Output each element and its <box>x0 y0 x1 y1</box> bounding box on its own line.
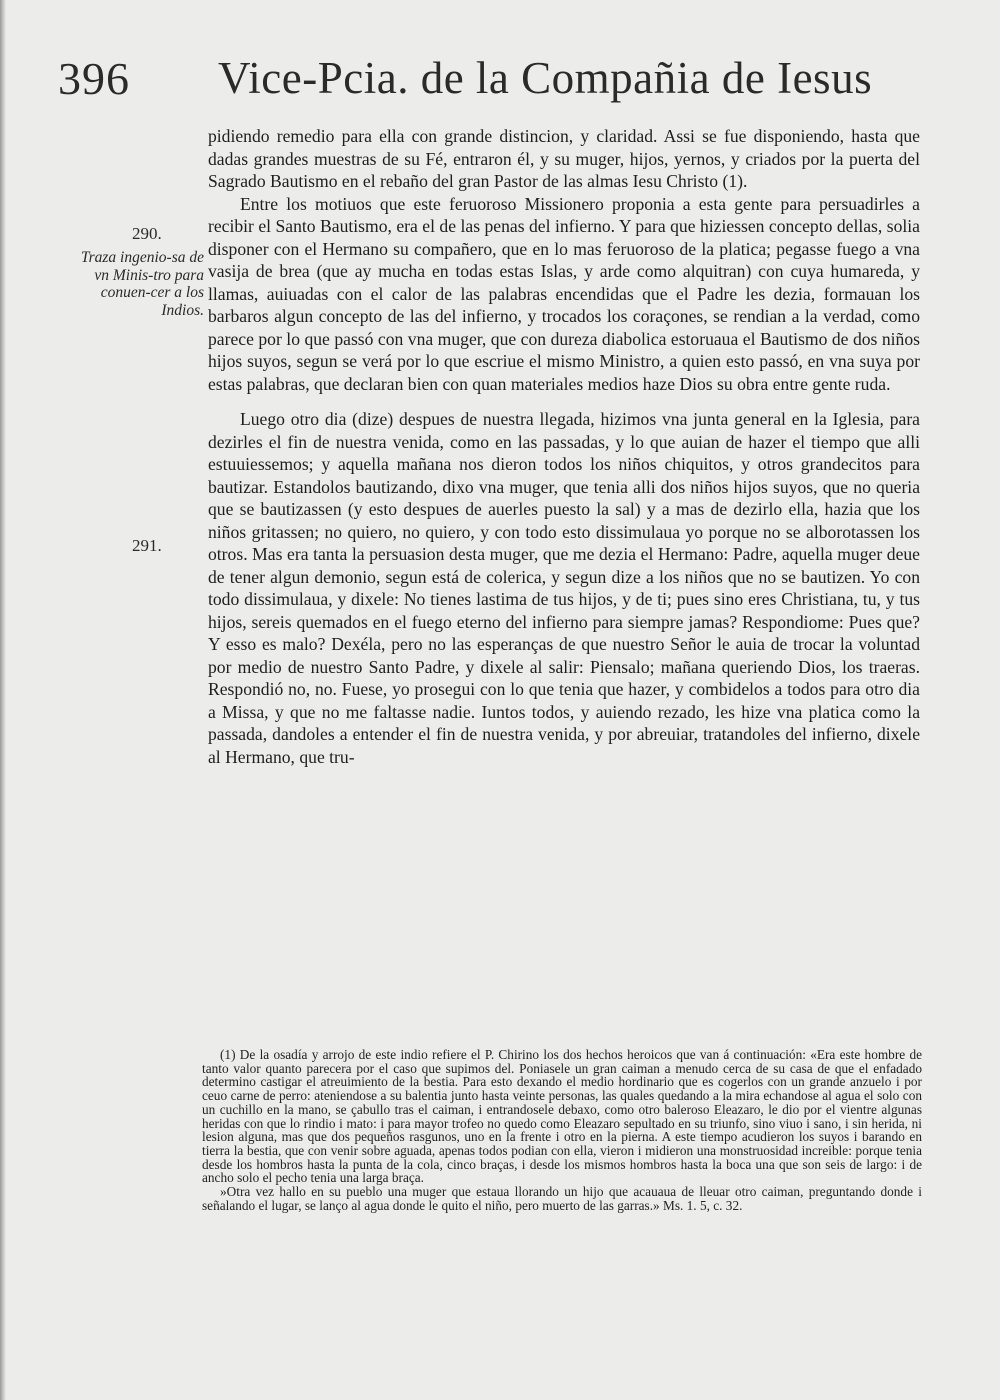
running-title: Vice-Pcia. de la Compañia de Iesus <box>218 53 873 103</box>
footnotes <box>202 1048 922 1212</box>
margin-section-number-291: 291. <box>132 536 162 555</box>
paragraph-291: Luego otro dia (dize) despues de nuestra llegada, hizimos vna junta general en la Iglesia, para dezirles el fin de nuestra venida, como en las passadas, y lo que auian de hazer el tiempo que alli estuuiessemos; y aquella mañana nos dieron todos los niños chiquitos, y otros grandecitos para bautizar. Estandolos bautizando, dixo vna muger, que tenia alli dos niños hijos suyos, que no queria que se bautizassen (y esto despues de auerles puesto la sal) y a mas de dezirlo ella, hazia que los niños gritassen; no quiero, no quiero, y con todo esto dissimulaua yo porque no se alborotassen los otros. Mas era tanta la persuasion desta muger, que me dezia el Hermano: Padre, aquella muger deue de tener algun demonio, segun está de colerica, y segun dize a los niños que no se bautizen. Yo con todo dissimulaua, y dixele: No tienes lastima de tus hijos, y de ti; pues sino eres Christiana, tu, y tus hijos, sereis quemados en el fuego eterno del infierno para siempre jamas? Respondiome: Pues que? Y esso es malo? Dexéla, pero no las esperanças de que nuestro Señor le auia de trocar la voluntad por medio de nuestro Santo Padre, y dixele al salir: Piensalo; mañana queriendo Dios, los traeras. Respondió no, no. Fuese, yo prosegui con lo que tenia que hazer, y combidelos a todos para otro dia a Missa, y que no me faltasse nadie. Iuntos todos, y auiendo rezado, les hize vna platica como la passada, dandoles a entender el fin de nuestra venida, y por abreuiar, tratandoles del infierno, dixele al Hermano, que tru- <box>208 409 920 767</box>
footnote-1-continuation: »Otra vez hallo en su pueblo una muger que estaua llorando un hijo que acauaua de lleuar otro caiman, preguntando donde i señalando el lugar, se lanço al agua donde le quito el niño, pero muerto de las garras.» Ms. 1. 5, c. 32. <box>202 1184 922 1213</box>
page-number: 396 <box>58 53 130 104</box>
paragraph-290: Entre los motiuos que este feruoroso Missionero proponia a esta gente para persuadirles a recibir el Santo Bautismo, era el de las penas del infierno. Y para que hiziessen concepto dellas, solia disponer con el Hermano su compañero, que en lo mas feruoroso de la platica; pegasse fuego a vna vasija de brea (que ay mucha en todas estas Islas, y arde como alquitran) con cuya humareda, y llamas, auiuadas con el calor de las palabras encendidas que el Padre les dezia, formauan los barbaros algun concepto de las del infierno, y trocados los coraçones, se rendian a la verdad, como parece por lo que passó con vna muger, que con dureza diabolica estoruaua el Bautismo de dos niños hijos suyos, segun se verá por lo que escriue el mismo Ministro, a quien esto passó, en vna suya por estas palabras, que declaran bien con quan materiales medios haze Dios su obra entre gente ruda. <box>208 193 920 394</box>
margin-note-290: Traza ingenio-sa de vn Minis-tro para conuen-cer a los Indios. <box>80 249 204 319</box>
page-edge-shadow <box>0 0 6 1400</box>
margin-section-number-290: 290. <box>132 224 162 243</box>
main-text <box>208 125 920 768</box>
paragraph-continuation: pidiendo remedio para ella con grande distincion, y claridad. Assi se fue disponiendo, hasta que dadas grandes muestras de su Fé, entraron él, y su muger, hijos, yernos, y criados por la puerta del Sagrado Bautismo en el rebaño del gran Pastor de las almas Iesu Christo (1). <box>208 126 920 191</box>
footnote-1: (1) De la osadía y arrojo de este indio refiere el P. Chirino los dos hechos heroicos que van á continuación: «Era este hombre de tanto valor quanto parecera por el caso que supimos del. Poniasele un gran caiman a menudo cerca de su casa de que el enfadado determino castigar el atreuimiento de la bestia. Para esto dexando el medio hordinario que es cogerlos con un grande anzuelo i por ceuo carne de perro: ateniendose a su balentia junto hasta veinte personas, las quales quedando a la mira echandose al agua el solo con un cuchillo en la mano, se çabullo tras el caiman, i entrandosele debaxo, como otro baleroso Eleazaro, le dio por el vientre algunas heridas con que lo rindio i mato: i para mayor trofeo no quedo como Eleazaro sepultado en su triunfo, sino viuo i sano, i sin herida, ni lesion alguna, mas que dos pequeños rasgunos, uno en la frente i otro en la pierna. A este tiempo acudieron los suyos i barando en tierra la bestia, que con venir sobre aguada, apenas todos podian con ella, vieron i midieron una monstruosidad increible: porque tenia desde los hombros hasta la punta de la cola, cinco braças, i desde los mismos hombros hasta la boca una que son seis de largo: i de ancho solo el pecho tenia una larga braça. <box>202 1047 922 1186</box>
paragraph-gap <box>208 395 920 408</box>
